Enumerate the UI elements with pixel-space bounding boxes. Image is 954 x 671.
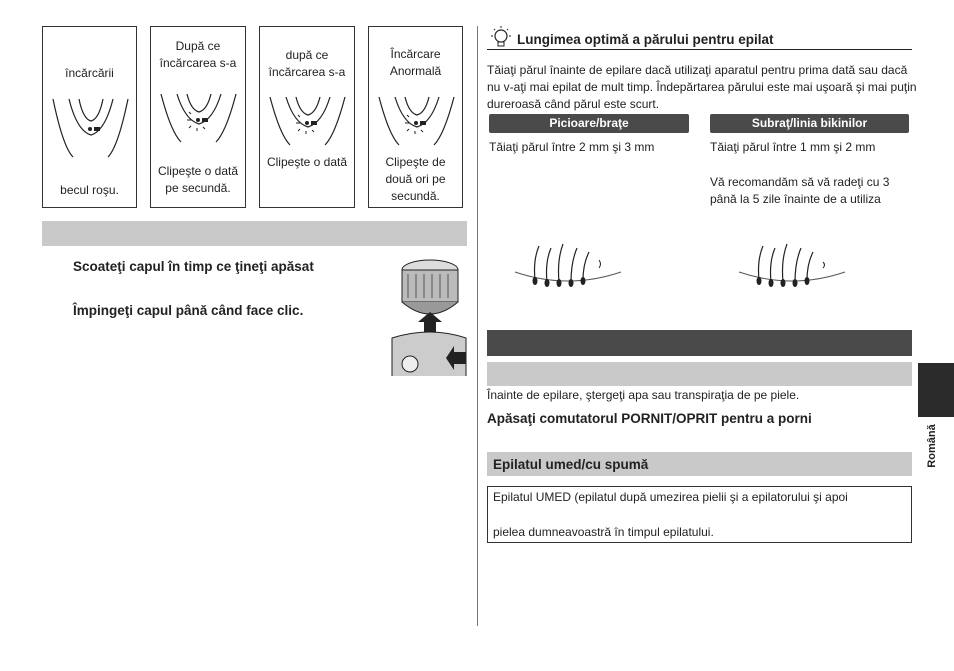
section-bar-dark bbox=[487, 330, 912, 356]
panel-top-text: Încărcare Anormală bbox=[389, 47, 442, 78]
wet-heading: Epilatul umed/cu spumă bbox=[493, 457, 649, 472]
panel-abnormal bbox=[368, 26, 463, 208]
wet-line-1: Epilatul UMED (epilatul după umezirea pielii şi a epilatorului şi apoi bbox=[493, 490, 848, 504]
panel-top-text: După ce încărcarea s-a bbox=[159, 39, 237, 70]
language-side-tab bbox=[918, 363, 954, 417]
hair-bikini-illustration bbox=[737, 240, 847, 290]
section-bar-gray bbox=[487, 362, 912, 386]
wet-line-2: pielea dumneavoastră în timpul epilatului. bbox=[493, 525, 714, 539]
panel-bottom-text: becul roşu. bbox=[60, 183, 119, 197]
section-bar-left bbox=[42, 221, 467, 246]
panel-bottom-text: Clipeşte de două ori pe secundă. bbox=[385, 155, 446, 203]
hair-length-heading: Lungimea optimă a părului pentru epilat bbox=[517, 32, 774, 47]
panel-top-text: după ce încărcarea s-a bbox=[268, 48, 346, 79]
indicator-figure bbox=[43, 97, 138, 187]
panel-top-text: încărcării bbox=[65, 66, 114, 80]
panel-charged-2 bbox=[259, 26, 355, 208]
language-label: Română bbox=[926, 424, 938, 468]
column-divider bbox=[477, 26, 478, 626]
bikini-length-text: Tăiaţi părul între 1 mm şi 2 mm bbox=[710, 140, 876, 154]
step-push-head: Împingeţi capul până când face clic. bbox=[73, 303, 304, 318]
panel-charged bbox=[150, 26, 246, 208]
wet-info-box bbox=[487, 486, 912, 543]
panel-bottom-text: Clipeşte o dată bbox=[266, 155, 348, 169]
panel-charging bbox=[42, 26, 137, 208]
tab-underarm-bikini: Subraţ/linia bikinilor bbox=[710, 114, 909, 133]
hair-legs-illustration bbox=[513, 240, 623, 290]
power-instruction: Apăsaţi comutatorul PORNIT/OPRIT pentru a porni bbox=[487, 411, 812, 426]
heading-underline bbox=[487, 49, 912, 50]
epilator-head-illustration bbox=[390, 256, 468, 376]
panel-bottom-text: Clipeşte o dată pe secundă. bbox=[157, 164, 239, 195]
intro-paragraph: Tăiaţi părul înainte de epilare dacă utilizaţi aparatul pentru prima dată sau dacă nu v-aţi mai epilat de mult timp. Îndepărtarea părului este mai uşoară şi mai puţin dureroasă când părul este scurt. bbox=[487, 63, 917, 111]
bikini-shave-note: Vă recomandăm să vă radeţi cu 3 până la 5 zile înainte de a utiliza bbox=[710, 175, 890, 206]
legs-length-text: Tăiaţi părul între 2 mm şi 3 mm bbox=[489, 140, 655, 154]
tab-legs-arms: Picioare/braţe bbox=[489, 114, 689, 133]
wipe-instruction: Înainte de epilare, ştergeţi apa sau transpiraţia de pe piele. bbox=[487, 388, 800, 402]
lightbulb-icon bbox=[487, 25, 515, 49]
step-remove-head: Scoateţi capul în timp ce ţineţi apăsat bbox=[73, 259, 314, 274]
indicator-figure-blinking bbox=[260, 95, 355, 185]
